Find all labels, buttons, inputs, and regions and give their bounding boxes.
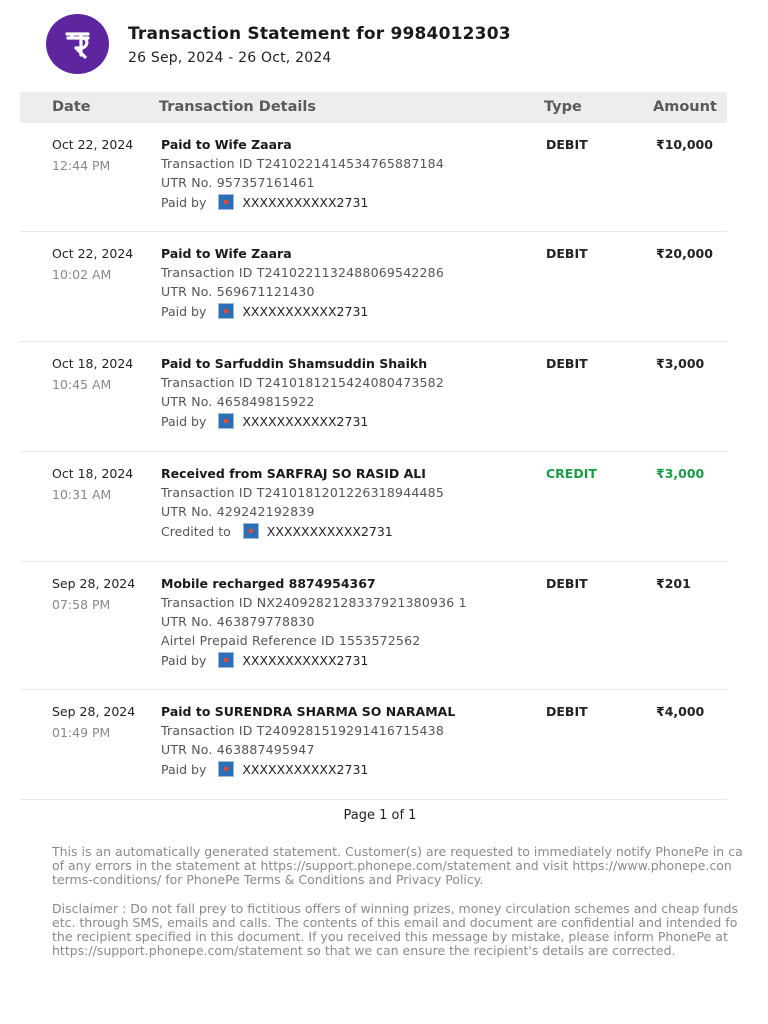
column-header-type: Type xyxy=(544,99,582,115)
utr-number: UTR No. 463887495947 xyxy=(161,742,315,757)
transaction-amount: ₹4,000 xyxy=(656,704,705,719)
table-row xyxy=(20,342,727,452)
account-number: XXXXXXXXXXX2731 xyxy=(242,303,369,319)
transaction-description: Mobile recharged 8874954367 xyxy=(161,576,376,591)
transaction-description: Paid to Sarfuddin Shamsuddin Shaikh xyxy=(161,356,428,371)
account-label: Paid by xyxy=(161,194,207,210)
account-number: XXXXXXXXXXX2731 xyxy=(242,194,369,210)
column-header-date: Date xyxy=(52,99,91,115)
utr-number: UTR No. 429242192839 xyxy=(161,504,315,519)
page-number: Page 1 of 1 xyxy=(343,808,417,823)
operator-reference-id: Airtel Prepaid Reference ID 1553572562 xyxy=(161,633,421,648)
table-row xyxy=(20,452,727,562)
transaction-amount: ₹20,000 xyxy=(656,246,713,261)
phonepe-logo-icon xyxy=(46,14,109,74)
transaction-description: Paid to SURENDRA SHARMA SO NARAMAL xyxy=(161,704,456,719)
account-number: XXXXXXXXXXX2731 xyxy=(266,523,393,539)
transaction-date: Oct 18, 2024 xyxy=(52,466,134,481)
transaction-date: Sep 28, 2024 xyxy=(52,576,136,591)
account-label: Paid by xyxy=(161,761,207,777)
transaction-time: 10:45 AM xyxy=(52,377,112,392)
column-header-amount: Amount xyxy=(653,99,717,115)
table-row xyxy=(20,690,727,800)
account-label: Credited to xyxy=(161,523,231,539)
transaction-description: Received from SARFRAJ SO RASID ALI xyxy=(161,466,426,481)
table-header xyxy=(20,92,727,123)
bank-icon xyxy=(218,761,234,777)
transaction-type: DEBIT xyxy=(546,246,588,261)
table-row xyxy=(20,232,727,342)
transaction-amount: ₹3,000 xyxy=(656,466,705,481)
table-row xyxy=(20,123,727,232)
utr-number: UTR No. 957357161461 xyxy=(161,175,315,190)
utr-number: UTR No. 465849815922 xyxy=(161,394,315,409)
transaction-time: 07:58 PM xyxy=(52,597,111,612)
statement-title: Transaction Statement for 9984012303 xyxy=(128,24,511,44)
statement-period: 26 Sep, 2024 - 26 Oct, 2024 xyxy=(128,50,332,66)
column-header-details: Transaction Details xyxy=(159,99,316,115)
transaction-time: 10:31 AM xyxy=(52,487,112,502)
transaction-id: Transaction ID T2410181215424080473582 xyxy=(161,375,444,390)
transaction-type: CREDIT xyxy=(546,466,597,481)
utr-number: UTR No. 569671121430 xyxy=(161,284,315,299)
transaction-id: Transaction ID T2410221132488069542286 xyxy=(161,265,444,280)
statement-header xyxy=(46,14,511,74)
transaction-id: Transaction ID NX2409282128337921380936 1 xyxy=(161,595,467,610)
transaction-date: Sep 28, 2024 xyxy=(52,704,136,719)
transaction-date: Oct 22, 2024 xyxy=(52,246,134,261)
bank-icon xyxy=(218,194,234,210)
statement-notice: This is an automatically generated statement. Customer(s) are requested to immediately notify PhonePe in ca of any errors in the statement at https://support.phonepe.com/statement and visit https://www.phonepe.con terms-conditions/ for PhonePe Terms & Conditions and Privacy Policy. xyxy=(52,845,743,887)
account-label: Paid by xyxy=(161,303,207,319)
transaction-type: DEBIT xyxy=(546,576,588,591)
transaction-description: Paid to Wife Zaara xyxy=(161,137,292,152)
utr-number: UTR No. 463879778830 xyxy=(161,614,315,629)
transaction-amount: ₹10,000 xyxy=(656,137,713,152)
account-label: Paid by xyxy=(161,652,207,668)
transaction-amount: ₹201 xyxy=(656,576,691,591)
bank-icon xyxy=(218,303,234,319)
account-number: XXXXXXXXXXX2731 xyxy=(242,652,369,668)
transaction-time: 01:49 PM xyxy=(52,725,111,740)
disclaimer-text: Disclaimer : Do not fall prey to fictitious offers of winning prizes, money circulation schemes and cheap funds etc. through SMS, emails and calls. The contents of this email and document are confidential and intended fo the recipient specified in this document. If you received this message by mistake, please inform PhonePe at https://support.phonepe.com/statement so that we can ensure the recipient's details are corrected. xyxy=(52,902,739,958)
account-number: XXXXXXXXXXX2731 xyxy=(242,413,369,429)
transaction-id: Transaction ID T2410221414534765887184 xyxy=(161,156,444,171)
transaction-date: Oct 18, 2024 xyxy=(52,356,134,371)
transaction-amount: ₹3,000 xyxy=(656,356,705,371)
account-number: XXXXXXXXXXX2731 xyxy=(242,761,369,777)
transaction-type: DEBIT xyxy=(546,704,588,719)
bank-icon xyxy=(218,652,234,668)
transaction-id: Transaction ID T2410181201226318944485 xyxy=(161,485,444,500)
transaction-description: Paid to Wife Zaara xyxy=(161,246,292,261)
table-row xyxy=(20,562,727,690)
transaction-date: Oct 22, 2024 xyxy=(52,137,134,152)
transaction-table xyxy=(20,123,727,800)
transaction-type: DEBIT xyxy=(546,356,588,371)
transaction-type: DEBIT xyxy=(546,137,588,152)
account-label: Paid by xyxy=(161,413,207,429)
bank-icon xyxy=(243,523,259,539)
bank-icon xyxy=(218,413,234,429)
transaction-time: 12:44 PM xyxy=(52,158,111,173)
transaction-time: 10:02 AM xyxy=(52,267,112,282)
transaction-id: Transaction ID T2409281519291416715438 xyxy=(161,723,444,738)
